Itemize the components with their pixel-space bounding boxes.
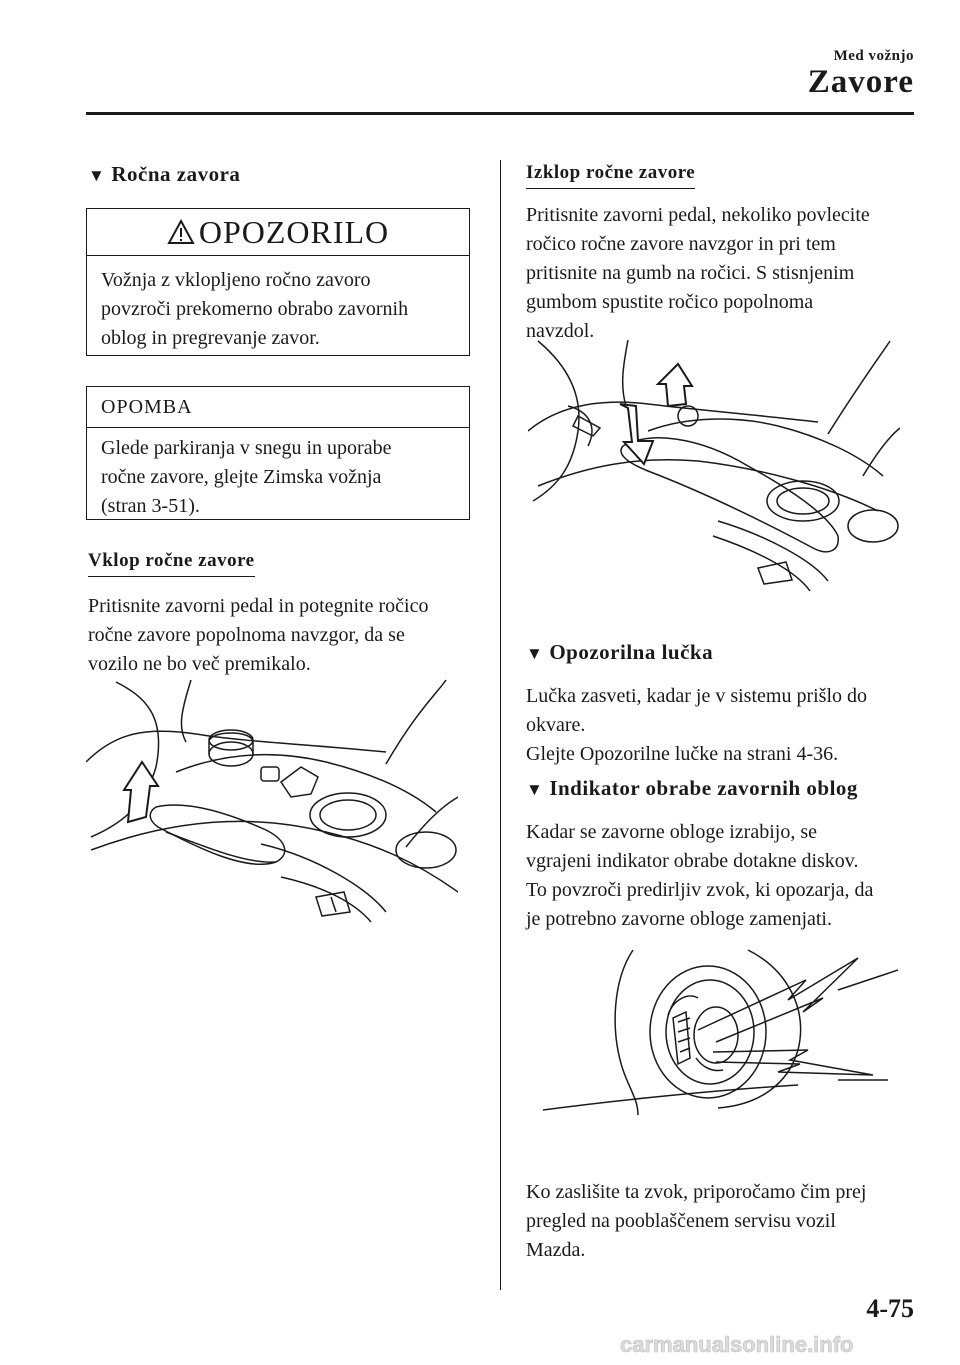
final-advice-text: Ko zaslišite ta zvok, priporočamo čim prej pregled na pooblaščenem servisu vozil Mazda.: [526, 1181, 867, 1261]
parking-brake-apply-drawing: [86, 672, 458, 954]
watermark: [0, 1330, 960, 1360]
warning-text: Vožnja z vklopljeno ročno zavoro povzroči prekomerno obrabo zavornih oblog in pregrevanje zavor.: [101, 269, 409, 349]
note-box-header: [87, 387, 469, 428]
section-heading-wear-indicator: ▼ Indikator obrabe zavornih oblog: [526, 776, 858, 800]
triangle-bullet-icon: ▼: [88, 166, 106, 185]
watermark-graphic: [0, 1330, 960, 1360]
section-heading-parking-brake: ▼ Ročna zavora: [88, 162, 241, 186]
header-rule: [86, 112, 914, 115]
page-number: 4-75: [866, 1294, 914, 1323]
warning-title: OPOZORILO: [198, 213, 390, 250]
note-box: [86, 386, 470, 520]
apply-brake-heading: Vklop ročne zavore: [88, 550, 255, 577]
triangle-bullet-icon: ▼: [526, 780, 544, 799]
warning-light-text: Lučka zasveti, kadar je v sistemu prišlo do okvare. Glejte Opozorilne lučke na strani 4-36.: [526, 685, 868, 765]
page-title: Zavore: [807, 64, 914, 100]
watermark-text: carmanualsonline.info: [620, 1332, 854, 1357]
note-title: OPOMBA: [101, 395, 193, 418]
chapter-label: Med vožnjo: [833, 48, 914, 64]
apply-brake-text: Pritisnite zavorni pedal in potegnite ročico ročne zavore popolnoma navzgor, da se vozilo ne bo več premikalo.: [88, 595, 429, 675]
wear-indicator-text: Kadar se zavorne obloge izrabijo, se vgrajeni indikator obrabe dotakne diskov. To povzroči predirljiv zvok, ki opozarja, da je potrebno zavorne obloge zamenjati.: [526, 821, 874, 930]
section-heading-warning-light: ▼ Opozorilna lučka: [526, 640, 714, 664]
warning-box: [86, 208, 470, 356]
parking-brake-release-drawing: [528, 336, 900, 616]
illustration-brake-wear-indicator: [538, 940, 898, 1120]
triangle-bullet-icon: ▼: [526, 644, 544, 663]
note-text: Glede parkiranja v snegu in uporabe ročne zavore, glejte Zimska vožnja (stran 3-51).: [101, 437, 392, 517]
illustration-apply-parking-brake: [86, 672, 458, 954]
illustration-release-parking-brake: [528, 336, 900, 616]
release-brake-heading: Izklop ročne zavore: [526, 162, 695, 189]
warning-triangle-icon: [167, 219, 195, 245]
release-brake-text: Pritisnite zavorni pedal, nekoliko povlecite ročico ročne zavore navzgor in pri tem pritisnite na gumb na ročici. S stisnjenim gumbom spustite ročico popolnoma navzdol.: [526, 204, 870, 342]
warning-box-header: [87, 209, 469, 256]
column-divider: [500, 160, 501, 1290]
brake-wear-drawing: [538, 940, 898, 1120]
